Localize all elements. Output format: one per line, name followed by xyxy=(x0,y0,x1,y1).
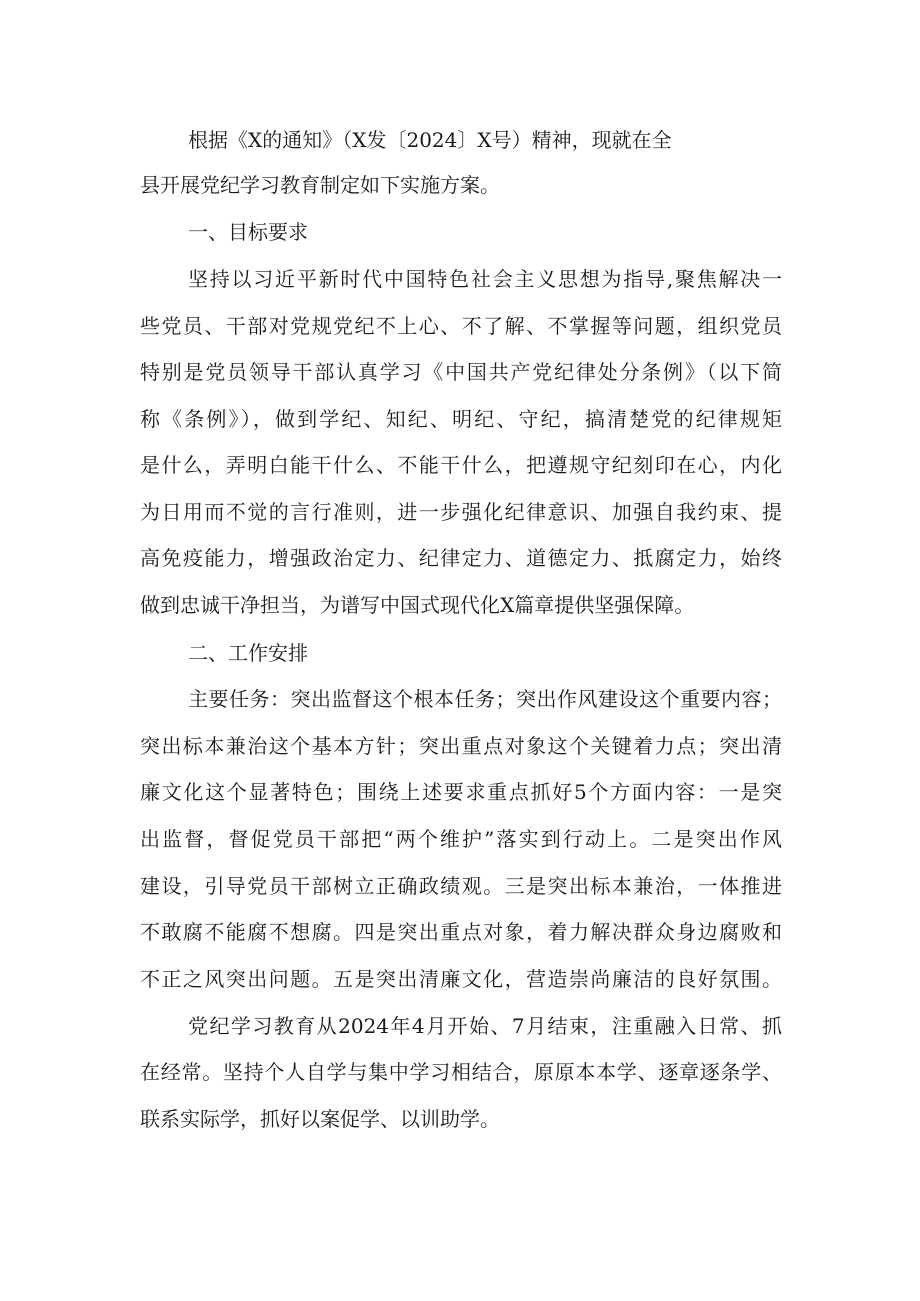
text-line: 些党员、干部对党规党纪不上心、不了解、不掌握等问题，组织党员 xyxy=(140,314,782,338)
text-line: 在经常。坚持个人自学与集中学习相结合，原原本本学、逐章逐条学、 xyxy=(140,1060,782,1084)
text-line: 为日用而不觉的言行准则，进一步强化纪律意识、加强自我约束、提 xyxy=(140,500,782,524)
text-line: 根据《X的通知》（X发〔2024〕X号）精神，现就在全 xyxy=(188,128,672,152)
text-line: 建设，引导党员干部树立正确政绩观。三是突出标本兼治，一体推进 xyxy=(140,874,782,898)
text-line: 高免疫能力，增强政治定力、纪律定力、道德定力、抵腐定力，始终 xyxy=(140,546,782,570)
text-line: 特别是党员领导干部认真学习《中国共产党纪律处分条例》（以下简 xyxy=(140,360,782,384)
text-line: 出监督，督促党员干部把“两个维护”落实到行动上。二是突出作风 xyxy=(140,827,782,851)
text-line: 主要任务：突出监督这个根本任务；突出作风建设这个重要内容； xyxy=(188,687,782,711)
text-line: 不正之风突出问题。五是突出清廉文化，营造崇尚廉洁的良好氛围。 xyxy=(140,967,782,991)
text-line: 做到忠诚干净担当，为谱写中国式现代化X篇章提供坚强保障。 xyxy=(140,593,695,617)
text-line: 联系实际学，抓好以案促学、以训助学。 xyxy=(140,1107,500,1131)
text-line: 是什么，弄明白能干什么、不能干什么，把遵规守纪刻印在心，内化 xyxy=(140,453,782,477)
text-line: 党纪学习教育从2024年4月开始、7月结束，注重融入日常、抓 xyxy=(188,1014,782,1038)
text-line: 坚持以习近平新时代中国特色社会主义思想为指导,聚焦解决一 xyxy=(188,267,782,291)
text-line: 称《条例》），做到学纪、知纪、明纪、守纪，搞清楚党的纪律规矩 xyxy=(140,407,782,431)
text-line: 廉文化这个显著特色；围绕上述要求重点抓好5个方面内容：一是突 xyxy=(140,780,782,804)
text-line: 突出标本兼治这个基本方针；突出重点对象这个关键着力点；突出清 xyxy=(140,734,782,758)
text-line: 不敢腐不能腐不想腐。四是突出重点对象，着力解决群众身边腐败和 xyxy=(140,920,782,944)
text-line: 县开展党纪学习教育制定如下实施方案。 xyxy=(140,173,500,197)
section-heading-2: 二、工作安排 xyxy=(188,641,308,665)
section-heading-1: 一、目标要求 xyxy=(188,220,308,244)
